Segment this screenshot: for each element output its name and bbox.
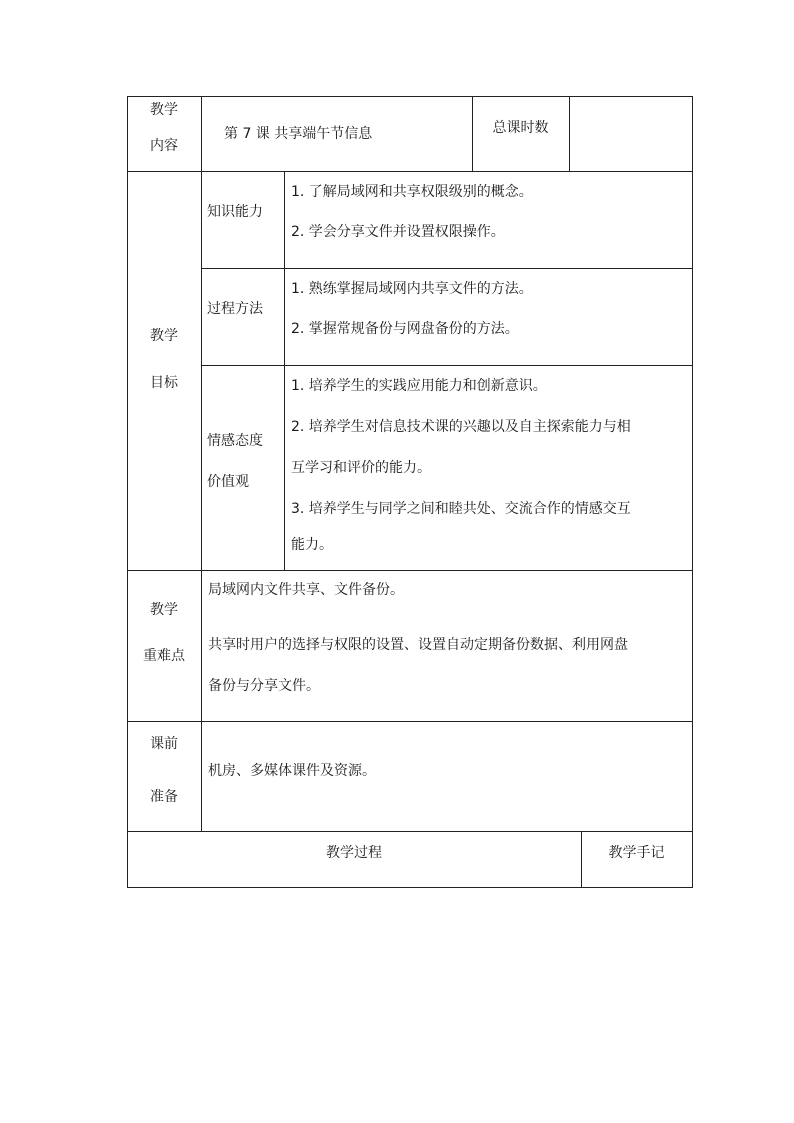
keypoints-label-line1: 教学 (150, 602, 178, 618)
attitude-label-line2: 价值观 (207, 474, 249, 490)
preparation-label-line1: 课前 (150, 736, 178, 752)
grid-line (692, 96, 693, 888)
keypoints-line: 备份与分享文件。 (208, 678, 320, 694)
content-label-line2: 内容 (150, 138, 178, 154)
preparation-label-line2: 准备 (150, 789, 178, 805)
grid-line (127, 96, 128, 888)
attitude-item: 能力。 (291, 537, 333, 553)
keypoints-line: 共享时用户的选择与权限的设置、设置自动定期备份数据、利用网盘 (208, 637, 628, 653)
attitude-label-line1: 情感态度 (207, 433, 263, 449)
grid-line (201, 365, 693, 366)
attitude-item: 2. 培养学生对信息技术课的兴趣以及自主探索能力与相 (291, 419, 631, 435)
process-item: 2. 掌握常规备份与网盘备份的方法。 (291, 321, 519, 337)
grid-line (127, 96, 693, 97)
total-hours-label: 总课时数 (492, 120, 549, 136)
grid-line (569, 96, 570, 172)
process-item: 1. 熟练掌握局域网内共享文件的方法。 (291, 281, 533, 297)
grid-line (127, 171, 693, 172)
teaching-process-label: 教学过程 (326, 845, 382, 861)
grid-line (284, 171, 285, 571)
grid-line (127, 887, 693, 888)
teaching-notes-label: 教学手记 (608, 845, 665, 861)
attitude-item: 3. 培养学生与同学之间和睦共处、交流合作的情感交互 (291, 501, 631, 517)
grid-line (127, 570, 693, 571)
process-label: 过程方法 (207, 301, 263, 317)
objectives-label-line1: 教学 (150, 328, 178, 344)
keypoints-label-line2: 重难点 (143, 648, 185, 664)
grid-line (127, 721, 693, 722)
knowledge-item: 2. 学会分享文件并设置权限操作。 (291, 224, 505, 240)
preparation-text: 机房、多媒体课件及资源。 (208, 763, 376, 779)
attitude-item: 互学习和评价的能力。 (291, 460, 431, 476)
grid-line (127, 831, 693, 832)
content-label-line1: 教学 (150, 102, 178, 118)
grid-line (201, 96, 202, 832)
keypoints-line: 局域网内文件共享、文件备份。 (208, 582, 404, 598)
lesson-title: 第 7 课 共享端午节信息 (224, 126, 373, 142)
attitude-item: 1. 培养学生的实践应用能力和创新意识。 (291, 378, 547, 394)
knowledge-label: 知识能力 (207, 204, 263, 220)
objectives-label-line2: 目标 (150, 375, 178, 391)
grid-line (201, 268, 693, 269)
knowledge-item: 1. 了解局域网和共享权限级别的概念。 (291, 184, 533, 200)
